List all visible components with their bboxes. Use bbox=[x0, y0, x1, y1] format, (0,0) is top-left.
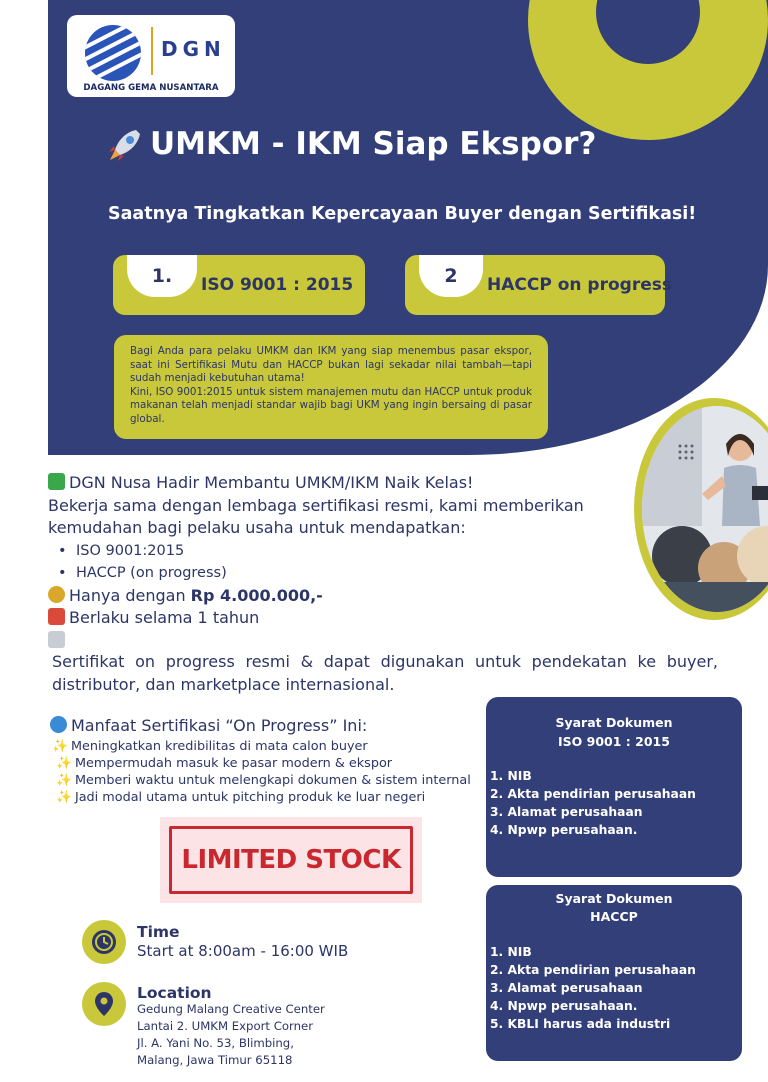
cert-pill-iso bbox=[113, 255, 365, 315]
requirement-item: 2. Akta pendirian perusahaan bbox=[490, 963, 696, 977]
requirements-title: Syarat Dokumen bbox=[555, 891, 673, 906]
benefit-item: ✨ Memberi waktu untuk melengkapi dokumen & sistem internal bbox=[56, 773, 471, 788]
time-heading: Time bbox=[137, 923, 180, 941]
price-line: Hanya dengan Rp 4.000.000,- bbox=[48, 585, 728, 608]
intro-box bbox=[114, 335, 548, 439]
cert-number: 1. bbox=[127, 255, 197, 297]
requirement-item: 2. Akta pendirian perusahaan bbox=[490, 787, 696, 801]
cert-number: 2 bbox=[419, 255, 483, 297]
requirement-item: 5. KBLI harus ada industri bbox=[490, 1017, 671, 1031]
location-pin-icon bbox=[82, 982, 126, 1026]
page-title: UMKM - IKM Siap Ekspor? bbox=[150, 126, 597, 162]
sparkle-icon: ✨ bbox=[56, 756, 72, 771]
requirements-title: Syarat Dokumen bbox=[555, 715, 673, 730]
benefit-item: ✨ Mempermudah masuk ke pasar modern & ekspor bbox=[56, 756, 393, 771]
requirement-item: 4. Npwp perusahaan. bbox=[490, 999, 638, 1013]
sparkle-icon: ✨ bbox=[56, 773, 72, 788]
list-item: • ISO 9001:2015 bbox=[48, 540, 728, 563]
document-icon bbox=[48, 631, 65, 648]
location-line: Jl. A. Yani No. 53, Blimbing, bbox=[137, 1036, 294, 1050]
location-line: Malang, Jawa Timur 65118 bbox=[137, 1053, 293, 1067]
check-icon bbox=[48, 473, 65, 490]
requirements-card-haccp bbox=[486, 885, 742, 1061]
requirement-item: 1. NIB bbox=[490, 769, 532, 783]
page-subtitle: Saatnya Tingkatkan Kepercayaan Buyer dengan Sertifikasi! bbox=[108, 204, 697, 224]
location-line: Lantai 2. UMKM Export Corner bbox=[137, 1019, 314, 1033]
requirement-item: 1. NIB bbox=[490, 945, 532, 959]
validity-line: Berlaku selama 1 tahun bbox=[48, 607, 728, 630]
cert-label: ISO 9001 : 2015 bbox=[201, 275, 354, 295]
location-heading: Location bbox=[137, 984, 212, 1002]
globe-icon bbox=[50, 716, 67, 733]
requirement-item: 4. Npwp perusahaan. bbox=[490, 823, 638, 837]
logo bbox=[67, 15, 235, 97]
location-line: Gedung Malang Creative Center bbox=[137, 1002, 325, 1016]
logo-wordmark: DGN bbox=[161, 37, 226, 61]
decorative-ring bbox=[528, 0, 768, 140]
requirements-subtitle: ISO 9001 : 2015 bbox=[558, 734, 670, 749]
list-item: • HACCP (on progress) bbox=[48, 562, 728, 585]
offer-description: Bekerja sama dengan lembaga sertifikasi resmi, kami memberikan bbox=[48, 495, 584, 515]
time-text: Start at 8:00am - 16:00 WIB bbox=[137, 942, 349, 960]
logo-subtitle: DAGANG GEMA NUSANTARA bbox=[83, 83, 219, 93]
requirement-item: 3. Alamat perusahaan bbox=[490, 981, 643, 995]
logo-divider bbox=[151, 27, 153, 75]
intro-paragraph: Kini, ISO 9001:2015 untuk sistem manajemen mutu dan HACCP untuk produk makanan telah menjadi standar wajib bagi UKM yang ingin bersaing di pasar global. bbox=[130, 385, 532, 425]
calendar-icon bbox=[48, 608, 65, 625]
cert-pill-haccp bbox=[405, 255, 672, 315]
globe-logo-icon bbox=[83, 23, 143, 83]
sparkle-icon: ✨ bbox=[56, 790, 72, 805]
offer-note: Sertifikat on progress resmi & dapat digunakan untuk pendekatan ke buyer, distributor, dan marketplace internasional. bbox=[52, 652, 718, 694]
money-bag-icon bbox=[48, 586, 65, 603]
intro-paragraph: Bagi Anda para pelaku UMKM dan IKM yang siap menembus pasar ekspor, saat ini Sertifikasi Mutu dan HACCP bukan lagi sekadar nilai tambah—tapi sudah menjadi kebutuhan utama! bbox=[130, 345, 532, 385]
price-value: Rp 4.000.000,- bbox=[190, 585, 323, 605]
offer-description: kemudahan bagi pelaku usaha untuk mendapatkan: bbox=[48, 518, 466, 537]
requirements-card-iso bbox=[486, 697, 742, 877]
requirements-subtitle: HACCP bbox=[590, 909, 638, 924]
offer-headline: DGN Nusa Hadir Membantu UMKM/IKM Naik Kelas! bbox=[48, 472, 728, 495]
cert-label: HACCP on progress bbox=[487, 275, 672, 295]
sparkle-icon: ✨ bbox=[52, 739, 68, 754]
limited-stock-stamp bbox=[160, 817, 422, 903]
document-icon-row bbox=[48, 630, 728, 653]
rocket-icon bbox=[106, 126, 144, 164]
requirement-item: 3. Alamat perusahaan bbox=[490, 805, 643, 819]
benefit-item: ✨ Jadi modal utama untuk pitching produk ke luar negeri bbox=[56, 790, 426, 805]
stamp-text: LIMITED STOCK bbox=[181, 845, 401, 875]
benefits-title: Manfaat Sertifikasi “On Progress” Ini: bbox=[50, 716, 367, 735]
clock-icon bbox=[82, 920, 126, 964]
offer-section bbox=[48, 472, 728, 652]
benefit-item: ✨ Meningkatkan kredibilitas di mata calon buyer bbox=[52, 739, 368, 754]
